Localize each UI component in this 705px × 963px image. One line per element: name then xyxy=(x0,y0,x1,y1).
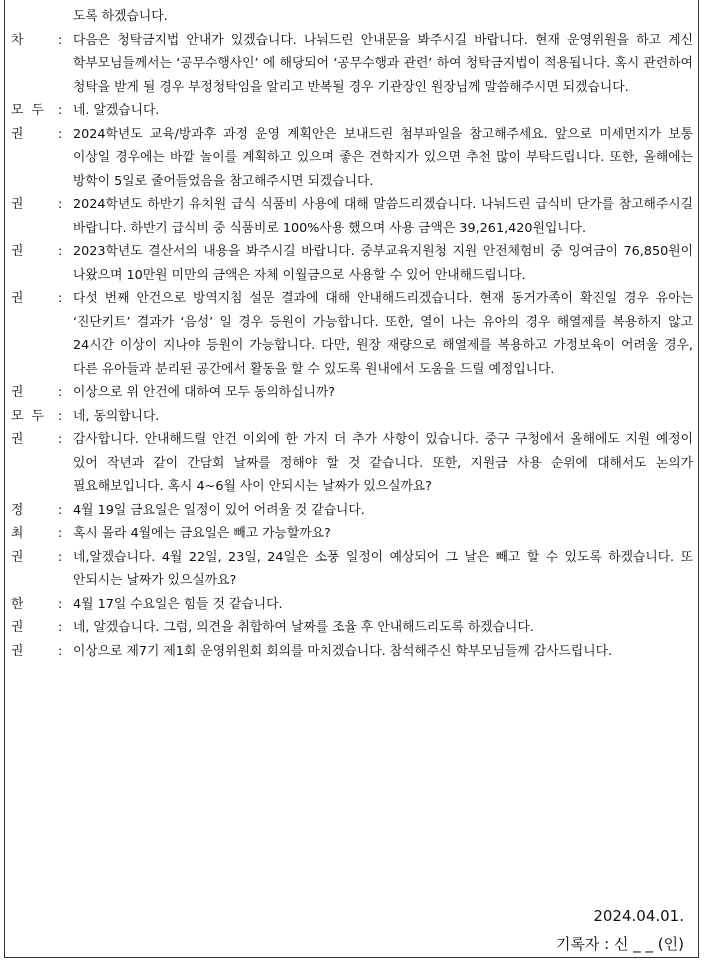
speaker-label: 정 xyxy=(11,502,24,518)
minutes-entry xyxy=(11,381,693,405)
speaker-label: 모 두 xyxy=(11,408,44,424)
entry-text: 2024학년도 하반기 유치원 급식 식품비 사용에 대해 말씀드리겠습니다. 나눠드린 급식비 단가를 참고해주시길 바랍니다. 하반기 급식비 중 식품비로 100%사용 했으며 사용 금액은 39,261,420원입니다. xyxy=(73,197,693,236)
speaker-label: 권 xyxy=(11,643,24,659)
speaker-colon: : xyxy=(58,549,63,565)
speaker-colon: : xyxy=(58,385,63,400)
speaker-colon: : xyxy=(58,596,63,612)
speaker-label: 권 xyxy=(11,291,24,306)
entry-text: 네,알겠습니다. 4월 22일, 23일, 24일은 소풍 일정이 예상되어 그 날은 빼고 할 수 있도록 하겠습니다. 또 안되시는 날짜가 있으실까요? xyxy=(73,549,693,588)
entry-text: 이상으로 제7기 제1회 운영위원회 회의를 마치겠습니다. 참석해주신 학부모님들께 감사드립니다. xyxy=(73,643,613,659)
entry-text: 혹시 몰라 4월에는 금요일은 빼고 가능할까요? xyxy=(73,526,331,541)
speaker-colon: : xyxy=(58,32,63,48)
entry-text: 감사합니다. 안내해드릴 안건 이외에 한 가지 더 추가 사항이 있습니다. 중구 구청에서 올해에도 지원 예정이 있어 작년과 같이 간담회 날짜를 정해야 할 것 같습니다. 또한, 지원금 사용 순위에 대해서도 논의가 필요해보입니다. 혹시 4~6월 사이 안되시는 날짜가 있으실까요? xyxy=(73,432,693,494)
minutes-entry xyxy=(11,428,693,499)
continuation-text: 도록 하겠습니다. xyxy=(73,9,168,24)
entry-text: 이상으로 위 안건에 대하여 모두 동의하십니까? xyxy=(73,385,336,400)
speaker-colon: : xyxy=(58,526,63,541)
recorder-line: 기록자 : 신 _ _ (인) xyxy=(555,935,684,953)
speaker-colon: : xyxy=(58,408,63,424)
minutes-entry xyxy=(11,546,693,593)
minutes-entry xyxy=(11,123,693,194)
minutes-entry xyxy=(11,240,693,287)
speaker-label: 차 xyxy=(11,32,24,48)
entry-text: 네, 알겠습니다. 그럼, 의견을 취합하여 날짜를 조율 후 안내해드리도록 하겠습니다. xyxy=(73,620,534,635)
speaker-label: 권 xyxy=(11,432,24,447)
entry-text: 다음은 청탁금지법 안내가 있겠습니다. 나눠드린 안내문을 봐주시길 바랍니다. 현재 운영위원을 하고 계신 학부모님들께서는 ‘공무수행사인’ 에 해당되어 ‘공무수행과 관련’ 하여 청탁금지법이 적용됩니다. 혹시 관련하여 청탁을 받게 될 경우 부정청탁임을 알리고 반복될 경우 기관장인 원장님께 말씀해주시면 되겠습니다. xyxy=(73,32,693,95)
entry-text: 네. 알겠습니다. xyxy=(73,103,160,118)
minutes-entry xyxy=(11,499,693,523)
minutes-entry xyxy=(11,193,693,240)
minutes-entries xyxy=(11,29,693,664)
minutes-entry xyxy=(11,640,693,664)
speaker-colon: : xyxy=(58,620,63,635)
speaker-colon: : xyxy=(58,432,63,447)
entry-text: 4월 17일 수요일은 힘들 것 같습니다. xyxy=(73,596,283,612)
speaker-label: 권 xyxy=(11,620,24,635)
speaker-colon: : xyxy=(58,502,63,518)
speaker-colon: : xyxy=(58,643,63,659)
minutes-entry xyxy=(11,616,693,640)
speaker-colon: : xyxy=(58,126,63,142)
entry-text: 2024학년도 교육/방과후 과정 운영 계획안은 보내드린 첨부파일을 참고해주세요. 앞으로 미세먼지가 보통 이상일 경우에는 바깥 놀이를 계획하고 있으며 좋은 견학지가 있으면 추천 많이 부탁드립니다. 또한, 올해에는 방학이 5일로 줄어들었음을 참고해주시면 되겠습니다. xyxy=(73,126,693,189)
document-date: 2024.04.01. xyxy=(593,907,684,925)
continuation-line xyxy=(11,5,693,29)
speaker-label: 권 xyxy=(11,385,24,400)
speaker-label: 권 xyxy=(11,197,24,212)
minutes-entry xyxy=(11,29,693,100)
speaker-label: 권 xyxy=(11,126,24,142)
speaker-label: 모 두 xyxy=(11,103,44,118)
minutes-entry xyxy=(11,522,693,546)
entry-text: 4월 19일 금요일은 일정이 있어 어려울 것 같습니다. xyxy=(73,502,365,518)
minutes-entry xyxy=(11,593,693,617)
document-frame xyxy=(4,0,699,958)
speaker-label: 권 xyxy=(11,549,24,565)
speaker-label: 권 xyxy=(11,244,24,259)
entry-text: 네, 동의합니다. xyxy=(73,408,160,424)
minutes-entry xyxy=(11,405,693,429)
minutes-entry xyxy=(11,287,693,381)
entry-text: 다섯 번째 안건으로 방역지침 설문 결과에 대해 안내해드리겠습니다. 현재 동거가족이 확진일 경우 유아는 ‘진단키트’ 결과가 ‘음성’ 일 경우 등원이 가능합니다. 또한, 열이 나는 유아의 경우 해열제를 복용하지 않고 24시간 이상이 지나야 등원이 가능합니다. 다만, 원장 재량으로 해열제를 복용하고 가정보육이 어려울 경우, 다른 유아들과 분리된 공간에서 활동을 할 수 있도록 원내에서 도움을 드릴 예정입니다. xyxy=(73,291,693,377)
speaker-label: 한 xyxy=(11,596,24,612)
speaker-colon: : xyxy=(58,103,63,118)
minutes-entry xyxy=(11,99,693,123)
signature-block xyxy=(556,902,684,958)
speaker-colon: : xyxy=(58,197,63,212)
entry-text: 2023학년도 결산서의 내용을 봐주시길 바랍니다. 중부교육지원청 지원 안전체험비 중 잉여금이 76,850원이 나왔으며 10만원 미만의 금액은 자체 이월금으로 사용할 수 있어 안내해드립니다. xyxy=(73,244,693,283)
speaker-colon: : xyxy=(58,244,63,259)
minutes-body xyxy=(11,5,693,663)
speaker-colon: : xyxy=(58,291,63,306)
speaker-label: 최 xyxy=(11,526,24,541)
